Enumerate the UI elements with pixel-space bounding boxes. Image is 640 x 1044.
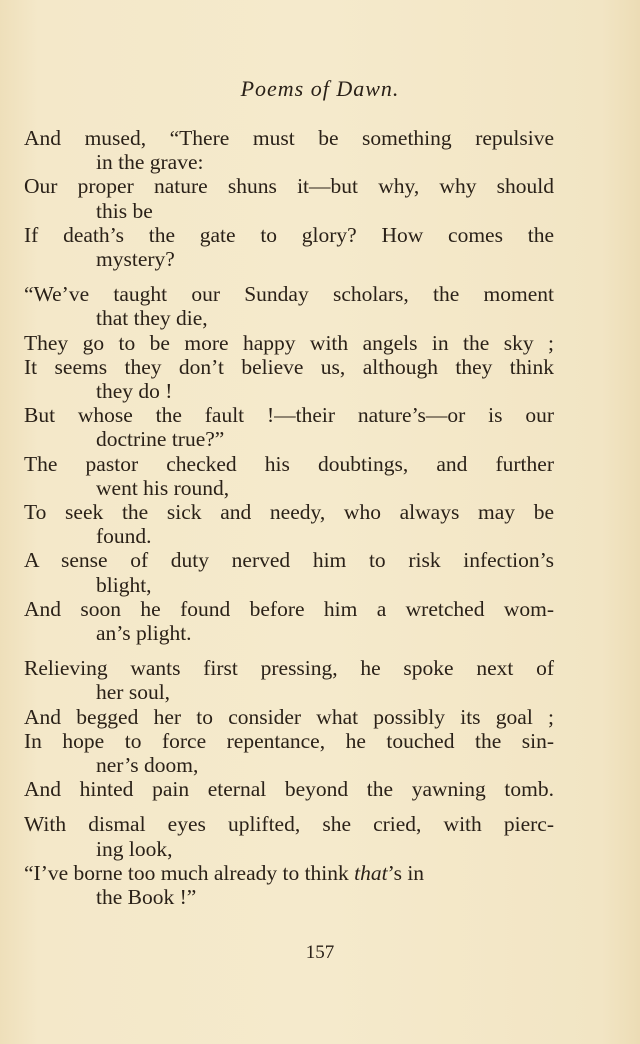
poem-line: It seems they don’t believe us, although they think — [24, 354, 554, 379]
poem-line-continuation: that they die, — [96, 306, 208, 331]
poem-body — [24, 126, 554, 909]
poem-line: And mused, “There must be something repulsive — [24, 126, 554, 150]
running-head: Poems of Dawn. — [240, 76, 400, 101]
poem-line-emphasis: that — [354, 860, 388, 885]
poem-line: A sense of duty nerved him to risk infection’s — [24, 548, 554, 573]
poem-line: They go to be more happy with angels in the sky ; — [24, 330, 554, 355]
poem-line — [24, 861, 554, 885]
poem-line: In hope to force repentance, he touched the sin- — [24, 728, 554, 753]
poem-line: The pastor checked his doubtings, and further — [24, 451, 554, 476]
poem-line: “We’ve taught our Sunday scholars, the moment — [24, 282, 554, 307]
poem-line: To seek the sick and needy, who always may be — [24, 500, 554, 525]
poem-line-continuation: ner’s doom, — [96, 753, 199, 778]
poem-line: With dismal eyes uplifted, she cried, with pierc- — [24, 812, 554, 837]
poem-line: If death’s the gate to glory? How comes the — [24, 222, 554, 247]
poem-line-continuation: ing look, — [96, 836, 173, 861]
poem-line-text: “I’ve borne too much already to think — [24, 860, 349, 885]
poem-line: But whose the fault !—their nature’s—or is our — [24, 403, 554, 428]
poem-line: And begged her to consider what possibly its goal ; — [24, 704, 554, 729]
poem-line-continuation: this be — [96, 198, 153, 223]
poem-line-continuation: they do ! — [96, 379, 173, 404]
poem-line: Relieving wants first pressing, he spoke next of — [24, 656, 554, 681]
stanza-break — [24, 271, 554, 282]
stanza-break — [24, 801, 554, 812]
stanza-break — [24, 645, 554, 656]
poem-line-continuation: the Book !” — [96, 885, 197, 910]
poem-line: And soon he found before him a wretched wom- — [24, 596, 554, 621]
poem-line: Our proper nature shuns it—but why, why should — [24, 174, 554, 199]
poem-line-continuation: mystery? — [96, 247, 175, 272]
poem-line-continuation: an’s plight. — [96, 621, 192, 646]
poem-line-continuation: found. — [96, 524, 152, 549]
page-number: 157 — [305, 942, 335, 963]
poem-line-continuation: blight, — [96, 572, 152, 597]
poem-line-text: ’s in — [387, 860, 425, 885]
poem-line: And hinted pain eternal beyond the yawning tomb. — [24, 777, 554, 802]
poem-line-continuation: doctrine true?” — [96, 427, 225, 452]
poem-line-continuation: her soul, — [96, 680, 171, 705]
poem-line-continuation: in the grave: — [96, 150, 204, 175]
poem-line-continuation: went his round, — [96, 475, 230, 500]
